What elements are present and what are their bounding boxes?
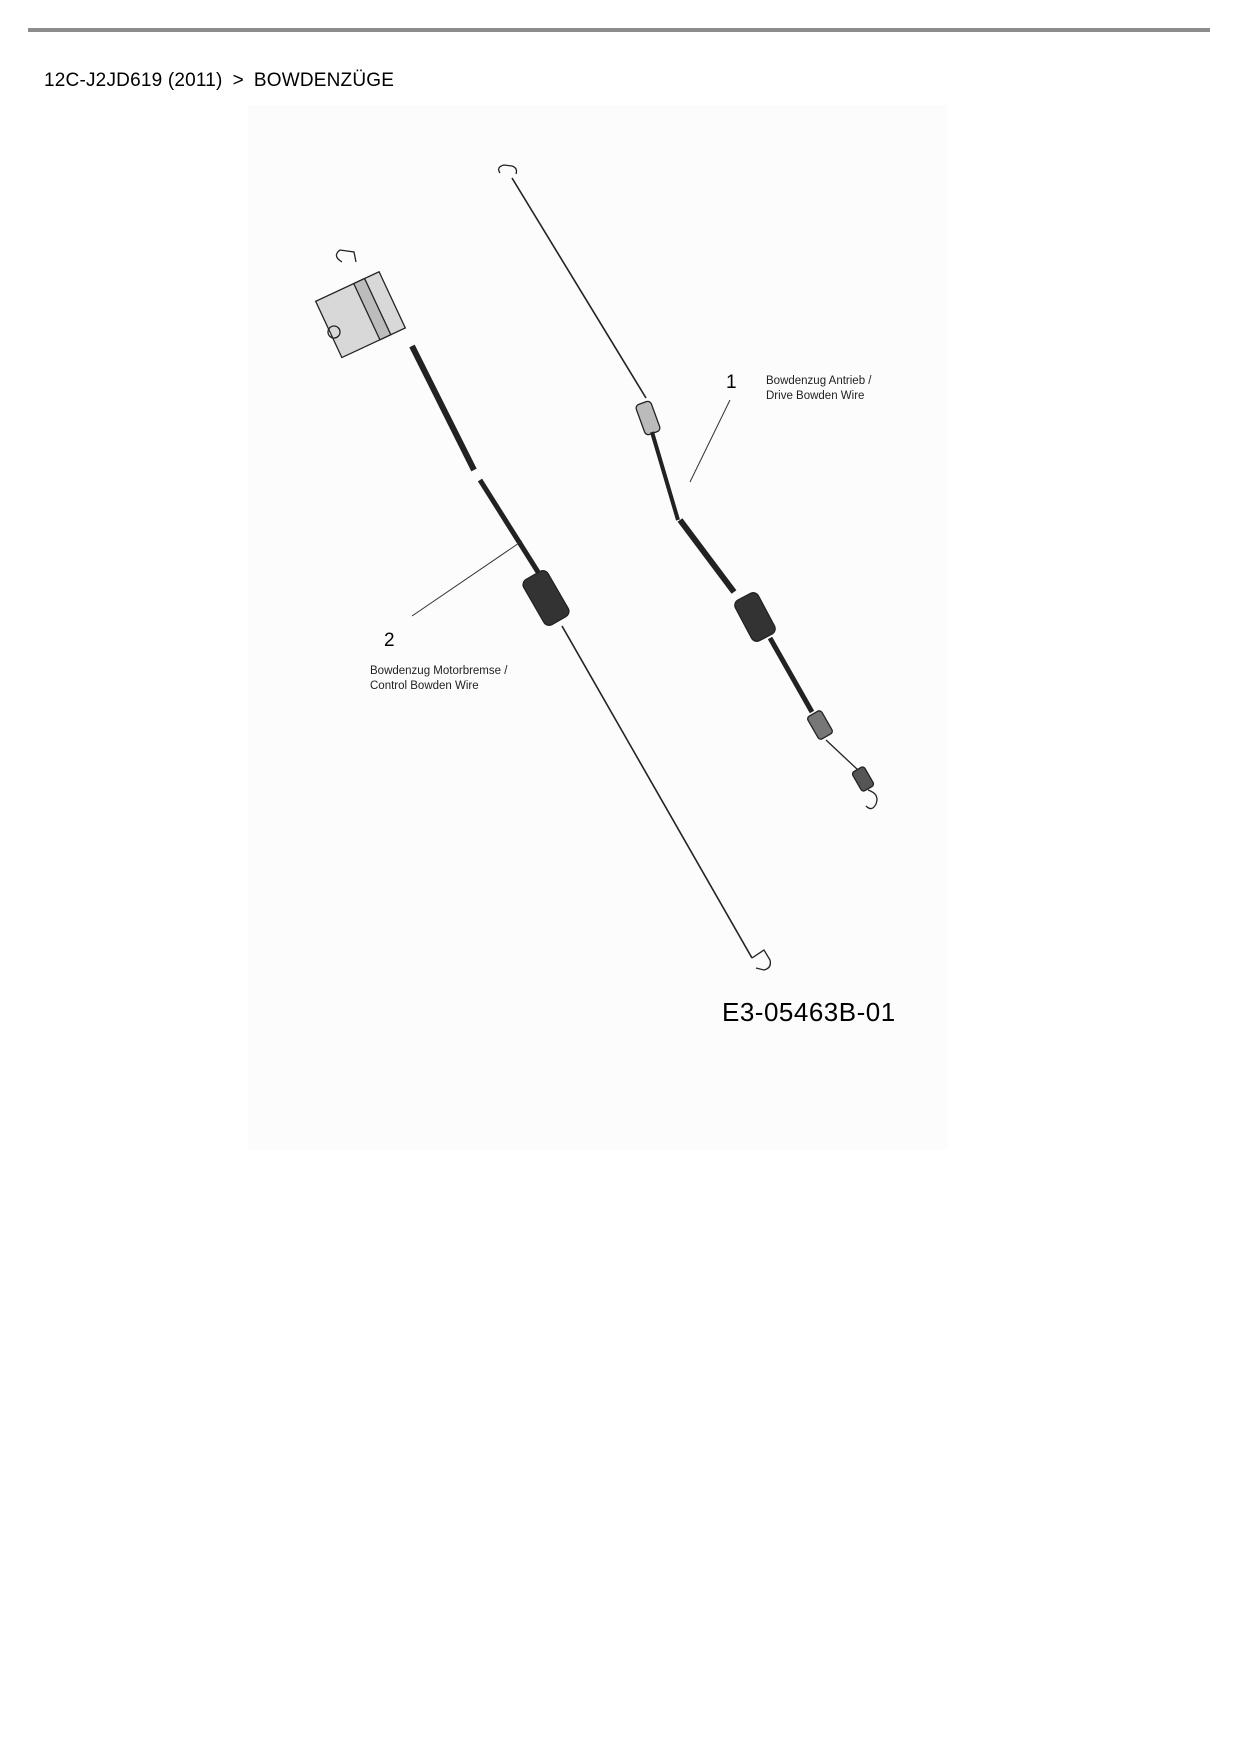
control-wire-grip <box>521 568 571 627</box>
callout-2-leader <box>412 541 522 616</box>
control-wire-lever-block <box>316 272 406 358</box>
drive-wire-bottom-hook <box>866 790 877 809</box>
breadcrumb-section: BOWDENZÜGE <box>253 70 395 91</box>
callout-1-label-en: Drive Bowden Wire <box>766 390 865 402</box>
callout-1-number: 1 <box>726 372 737 393</box>
callout-1-label-de: Bowdenzug Antrieb / <box>766 375 872 387</box>
drive-wire-adjuster <box>635 400 661 436</box>
control-wire-bottom-hook <box>752 950 770 970</box>
drive-wire-end-cable <box>826 740 858 770</box>
drive-wire-inner-cable <box>512 178 646 398</box>
breadcrumb-separator: > <box>232 70 244 91</box>
callout-1-leader <box>690 400 730 482</box>
callout-1-label <box>766 374 872 404</box>
callout-2-label <box>370 664 507 694</box>
breadcrumb-model[interactable]: 12C-J2JD619 (2011) <box>44 70 223 91</box>
control-wire-inner-cable <box>562 626 752 958</box>
callout-2-label-de: Bowdenzug Motorbremse / <box>370 665 508 677</box>
drive-bowden-wire-drawing <box>499 165 877 809</box>
drive-wire-sheath-upper <box>652 432 678 520</box>
drive-wire-sheath-lower <box>770 638 812 712</box>
drive-wire-spring <box>851 766 874 792</box>
control-wire-sheath-lower <box>480 480 538 572</box>
control-wire-top-hook <box>336 250 356 262</box>
drive-wire-grip <box>733 591 778 644</box>
callout-2-label-en: Control Bowden Wire <box>370 680 479 692</box>
control-wire-sheath-upper <box>412 346 474 470</box>
control-bowden-wire-drawing <box>316 250 771 970</box>
drawing-id: E3-05463B-01 <box>722 997 896 1027</box>
drive-wire-sheath-mid <box>680 520 734 592</box>
drive-wire-top-hook <box>499 165 517 174</box>
callout-2-number: 2 <box>384 630 395 651</box>
drive-wire-end-fitting <box>807 710 834 741</box>
